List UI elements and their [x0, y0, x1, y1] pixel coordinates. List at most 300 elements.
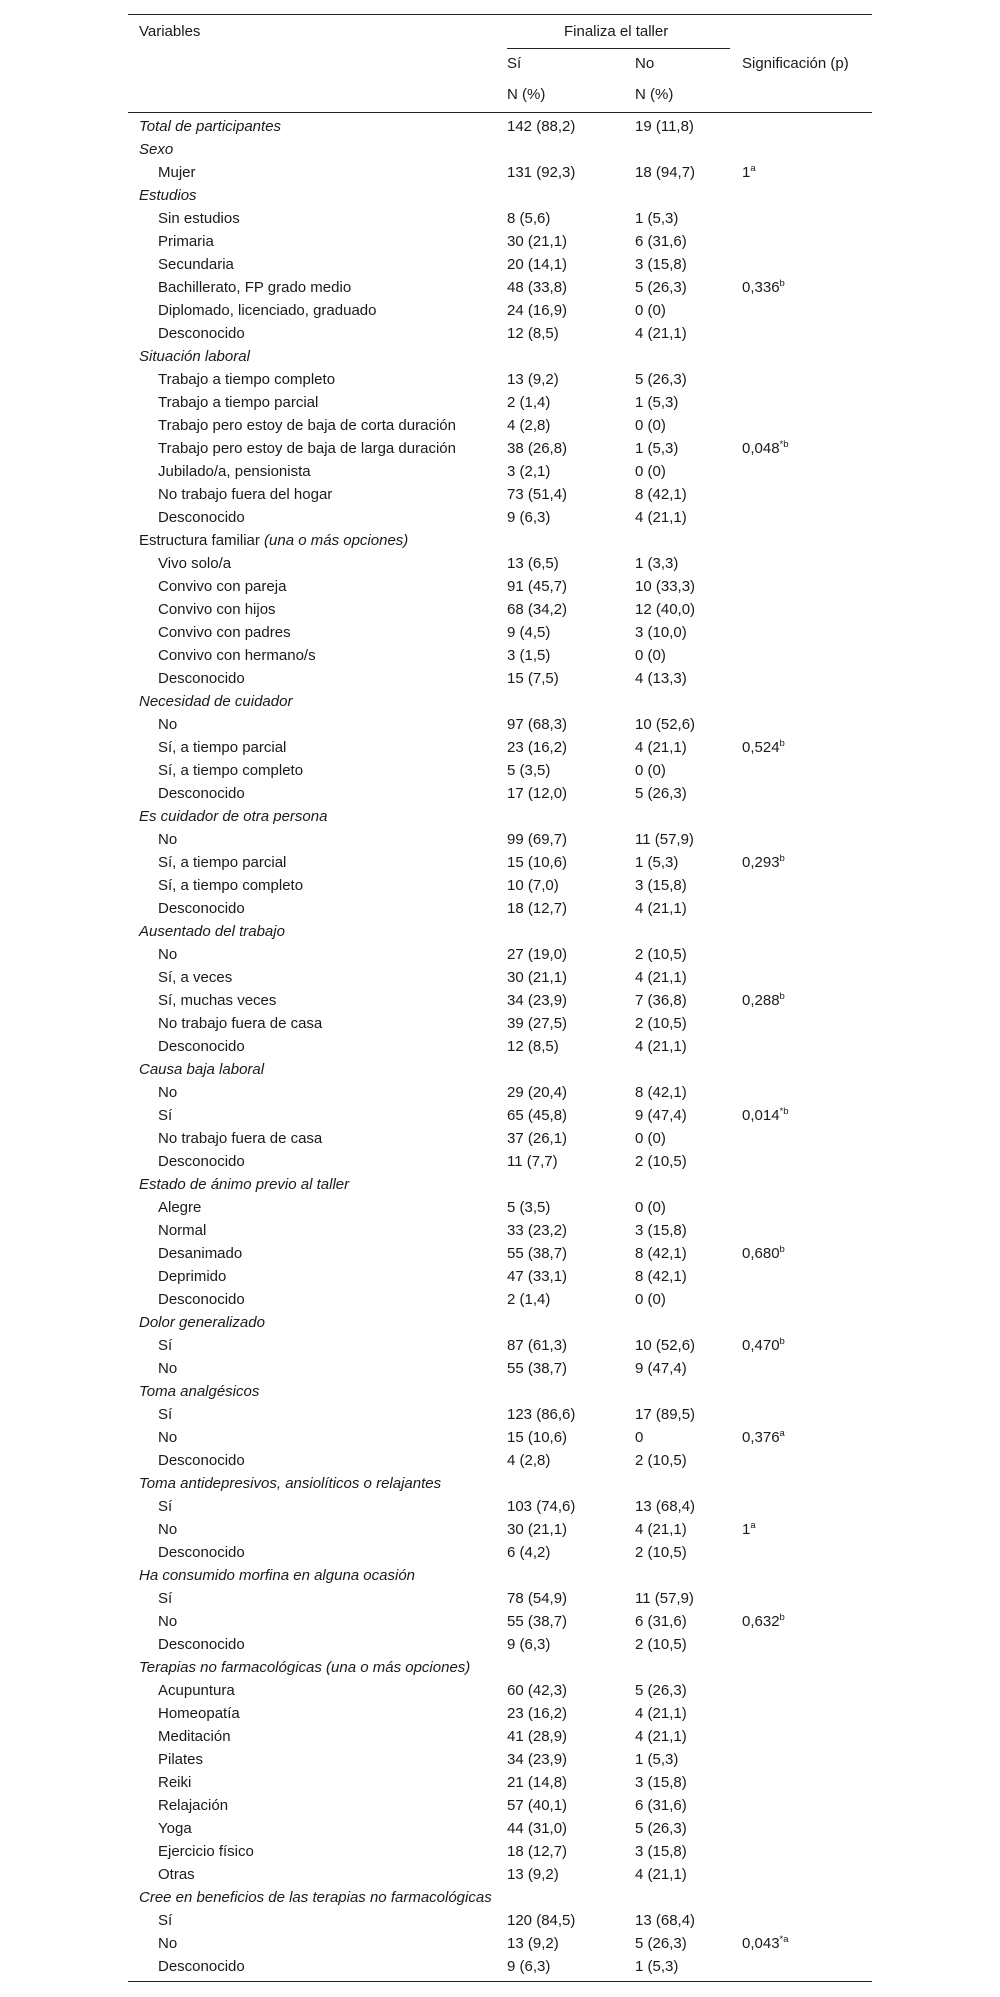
cell-si: 4 (2,8) [507, 417, 551, 434]
cell-no: 2 (10,5) [635, 1636, 687, 1653]
row-label [158, 1748, 203, 1771]
cell-no: 2 (10,5) [635, 1153, 687, 1170]
cell-si: 3 (1,5) [507, 647, 551, 664]
results-table [128, 14, 872, 1982]
table-row [128, 621, 872, 644]
cell-no: 8 (42,1) [635, 1084, 687, 1101]
cell-si: 13 (6,5) [507, 555, 559, 572]
row-label-text: Primaria [158, 233, 214, 250]
row-label-text: Diplomado, licenciado, graduado [158, 302, 377, 319]
cell-si: 48 (33,8) [507, 279, 568, 296]
row-label [158, 621, 291, 644]
cell-si: 33 (23,2) [507, 1222, 568, 1239]
cell-no: 4 (13,3) [635, 670, 687, 687]
table-row [128, 1748, 872, 1771]
row-label [158, 1771, 191, 1794]
table-row [128, 759, 872, 782]
cell-no: 0 [635, 1429, 644, 1446]
cell-si: 142 (88,2) [507, 118, 576, 135]
cell-si: 55 (38,7) [507, 1245, 568, 1262]
row-label-text: Sin estudios [158, 210, 240, 227]
row-label-text: Es cuidador de otra persona [139, 808, 328, 825]
row-label [158, 1863, 195, 1886]
cell-si: 9 (4,5) [507, 624, 551, 641]
cell-no: 6 (31,6) [635, 1613, 687, 1630]
cell-si: 11 (7,7) [507, 1153, 558, 1170]
cell-no: 8 (42,1) [635, 486, 687, 503]
row-label-text: Ejercicio físico [158, 1843, 254, 1860]
row-label [139, 529, 408, 552]
cell-si: 34 (23,9) [507, 992, 568, 1009]
cell-no: 1 (3,3) [635, 555, 679, 572]
p-footnote-marker: *a [779, 1934, 789, 1945]
row-label [158, 1081, 177, 1104]
cell-si: 65 (45,8) [507, 1107, 568, 1124]
table-row [128, 552, 872, 575]
table-row [128, 897, 872, 920]
row-label [158, 1909, 172, 1932]
table-row [128, 966, 872, 989]
header-n-pct-no: N (%) [635, 86, 674, 103]
table-row [128, 598, 872, 621]
cell-si: 18 (12,7) [507, 900, 568, 917]
row-label [139, 345, 250, 368]
p-value: 0,336 [742, 279, 780, 296]
cell-no: 10 (52,6) [635, 716, 696, 733]
row-label [158, 276, 351, 299]
cell-no: 1 (5,3) [635, 854, 679, 871]
cell-si: 27 (19,0) [507, 946, 568, 963]
cell-no: 4 (21,1) [635, 509, 687, 526]
row-label-text: Alegre [158, 1199, 202, 1216]
row-label [139, 115, 281, 138]
cell-si: 15 (10,6) [507, 854, 568, 871]
p-footnote-marker: b [779, 991, 785, 1002]
cell-si: 34 (23,9) [507, 1751, 568, 1768]
cell-no: 7 (36,8) [635, 992, 687, 1009]
cell-no: 17 (89,5) [635, 1406, 696, 1423]
row-label [158, 759, 303, 782]
row-label [158, 1242, 242, 1265]
table-row [128, 989, 872, 1012]
table-row [128, 667, 872, 690]
table-row [128, 253, 872, 276]
table-row [128, 828, 872, 851]
table-body [128, 113, 872, 1978]
cell-no: 5 (26,3) [635, 371, 687, 388]
cell-si: 97 (68,3) [507, 716, 568, 733]
cell-no: 12 (40,0) [635, 601, 696, 618]
row-label-text: Desconocido [158, 1291, 245, 1308]
cell-si: 4 (2,8) [507, 1452, 551, 1469]
cell-no: 13 (68,4) [635, 1498, 696, 1515]
cell-si: 103 (74,6) [507, 1498, 576, 1515]
row-label-text: Ha consumido morfina en alguna ocasión [139, 1567, 415, 1584]
cell-no: 3 (15,8) [635, 877, 687, 894]
cell-si: 23 (16,2) [507, 1705, 568, 1722]
row-label [158, 1104, 172, 1127]
row-label-text: Pilates [158, 1751, 204, 1768]
row-label [158, 1955, 245, 1978]
table-row [128, 1817, 872, 1840]
cell-no: 5 (26,3) [635, 1935, 687, 1952]
row-label [158, 1495, 172, 1518]
row-label [158, 1679, 235, 1702]
cell-si: 73 (51,4) [507, 486, 568, 503]
table-row [128, 851, 872, 874]
cell-si: 39 (27,5) [507, 1015, 568, 1032]
row-label [158, 322, 245, 345]
row-label-text: Convivo con padres [158, 624, 291, 641]
cell-no: 2 (10,5) [635, 1015, 687, 1032]
p-value: 0,014 [742, 1107, 780, 1124]
table-row [128, 1403, 872, 1426]
p-footnote-marker: a [779, 1428, 785, 1439]
cell-no: 19 (11,8) [635, 118, 694, 135]
cell-si: 55 (38,7) [507, 1360, 568, 1377]
row-label [158, 598, 276, 621]
cell-si: 12 (8,5) [507, 1038, 559, 1055]
table-row [128, 1035, 872, 1058]
table-group-row [128, 1173, 872, 1196]
row-label-text: Sí [158, 1107, 173, 1124]
row-label-text: Desconocido [158, 1636, 245, 1653]
row-label-text: No [158, 831, 178, 848]
p-footnote-marker: b [779, 1244, 785, 1255]
row-label-text: Yoga [158, 1820, 192, 1837]
row-label-text: Acupuntura [158, 1682, 235, 1699]
row-label-text: Desconocido [158, 785, 245, 802]
row-label-text: Situación laboral [139, 348, 250, 365]
row-label [158, 437, 456, 460]
cell-si: 47 (33,1) [507, 1268, 568, 1285]
cell-significance [742, 1104, 789, 1127]
table-row [128, 1334, 872, 1357]
row-label [158, 414, 456, 437]
table-group-row [128, 184, 872, 207]
cell-si: 60 (42,3) [507, 1682, 568, 1699]
table-row [128, 1104, 872, 1127]
row-label-text: No trabajo fuera del hogar [158, 486, 333, 503]
table-group-row [128, 1380, 872, 1403]
row-label [158, 851, 286, 874]
table-row [128, 1679, 872, 1702]
cell-si: 13 (9,2) [507, 1866, 559, 1883]
cell-no: 18 (94,7) [635, 164, 696, 181]
cell-no: 3 (15,8) [635, 1222, 687, 1239]
cell-si: 3 (2,1) [507, 463, 551, 480]
cell-si: 9 (6,3) [507, 1958, 551, 1975]
table-row [128, 230, 872, 253]
cell-no: 13 (68,4) [635, 1912, 696, 1929]
cell-no: 1 (5,3) [635, 1958, 679, 1975]
row-label-text: Mujer [158, 164, 196, 181]
row-label-text: Deprimido [158, 1268, 227, 1285]
table-row [128, 1518, 872, 1541]
cell-no: 0 (0) [635, 302, 666, 319]
row-label [139, 1173, 349, 1196]
table-row [128, 1840, 872, 1863]
cell-no: 4 (21,1) [635, 1038, 687, 1055]
cell-no: 9 (47,4) [635, 1360, 687, 1377]
table-row [128, 1863, 872, 1886]
row-label-text: Normal [158, 1222, 207, 1239]
table-group-row [128, 1311, 872, 1334]
table-row [128, 1219, 872, 1242]
row-label-text: Necesidad de cuidador [139, 693, 293, 710]
row-label-text: Desconocido [158, 1153, 245, 1170]
table-row [128, 1725, 872, 1748]
table-row [128, 506, 872, 529]
row-label [139, 138, 173, 161]
cell-no: 5 (26,3) [635, 1820, 687, 1837]
table-row [128, 1426, 872, 1449]
p-footnote-marker: *b [779, 1106, 789, 1117]
row-label-text: Total de participantes [139, 118, 282, 135]
cell-significance [742, 1334, 785, 1357]
cell-si: 2 (1,4) [507, 394, 551, 411]
cell-no: 4 (21,1) [635, 325, 687, 342]
row-label [158, 253, 234, 276]
row-label-text: Toma antidepresivos, ansiolíticos o relajantes [139, 1475, 442, 1492]
cell-si: 87 (61,3) [507, 1337, 568, 1354]
cell-significance [742, 1932, 789, 1955]
cell-si: 29 (20,4) [507, 1084, 568, 1101]
cell-no: 0 (0) [635, 1199, 666, 1216]
cell-si: 9 (6,3) [507, 1636, 551, 1653]
cell-no: 5 (26,3) [635, 785, 687, 802]
row-label [158, 989, 276, 1012]
row-label [158, 736, 286, 759]
table-row [128, 1702, 872, 1725]
row-label [158, 1794, 228, 1817]
table-group-row [128, 1472, 872, 1495]
row-label-text: Sí, a tiempo parcial [158, 854, 287, 871]
row-label-text: Jubilado/a, pensionista [158, 463, 311, 480]
cell-no: 1 (5,3) [635, 440, 679, 457]
row-label-text: Sí, a tiempo completo [158, 762, 304, 779]
cell-si: 44 (31,0) [507, 1820, 568, 1837]
cell-significance [742, 851, 785, 874]
row-label-text: Sí [158, 1337, 173, 1354]
cell-significance [742, 437, 789, 460]
cell-si: 68 (34,2) [507, 601, 568, 618]
row-label-text: Toma analgésicos [139, 1383, 260, 1400]
row-label [158, 782, 245, 805]
row-label [158, 1610, 177, 1633]
cell-si: 18 (12,7) [507, 1843, 568, 1860]
header-n-pct-si: N (%) [507, 86, 546, 103]
row-label [158, 943, 177, 966]
row-label-text: Vivo solo/a [158, 555, 232, 572]
p-value: 0,293 [742, 854, 780, 871]
cell-no: 0 (0) [635, 1130, 666, 1147]
row-label [139, 805, 327, 828]
cell-significance [742, 1518, 756, 1541]
cell-no: 2 (10,5) [635, 1452, 687, 1469]
row-label [139, 1564, 415, 1587]
row-label-text: Trabajo a tiempo completo [158, 371, 336, 388]
row-label-note: (una o más opciones) [264, 532, 409, 549]
row-label [158, 1840, 254, 1863]
table-row [128, 276, 872, 299]
cell-no: 9 (47,4) [635, 1107, 687, 1124]
cell-no: 0 (0) [635, 647, 666, 664]
table-group-row [128, 1656, 872, 1679]
header-no: No [635, 55, 655, 72]
row-label-text: No [158, 1935, 178, 1952]
row-label-text: Convivo con hermano/s [158, 647, 316, 664]
table-row [128, 483, 872, 506]
cell-si: 38 (26,8) [507, 440, 568, 457]
table-group-row [128, 1564, 872, 1587]
table-row [128, 299, 872, 322]
cell-significance [742, 989, 785, 1012]
cell-no: 0 (0) [635, 463, 666, 480]
p-value: 0,470 [742, 1337, 780, 1354]
row-label [139, 184, 197, 207]
p-value: 0,043 [742, 1935, 780, 1952]
row-label [158, 644, 316, 667]
cell-si: 30 (21,1) [507, 1521, 568, 1538]
row-label-text: Terapias no farmacológicas (una o más opciones) [139, 1659, 471, 1676]
row-label-text: Estudios [139, 187, 197, 204]
row-label [158, 161, 196, 184]
row-label [158, 1150, 245, 1173]
row-label [158, 460, 311, 483]
row-label-text: Dolor generalizado [139, 1314, 265, 1331]
p-footnote-marker: b [779, 1336, 785, 1347]
table-row [128, 1932, 872, 1955]
row-label-text: Relajación [158, 1797, 229, 1814]
row-label [158, 1449, 245, 1472]
row-label [139, 1311, 265, 1334]
row-label-text: Secundaria [158, 256, 234, 273]
table-row [128, 1909, 872, 1932]
cell-no: 10 (52,6) [635, 1337, 696, 1354]
table-row [128, 1771, 872, 1794]
cell-no: 4 (21,1) [635, 969, 687, 986]
cell-si: 12 (8,5) [507, 325, 559, 342]
cell-si: 91 (45,7) [507, 578, 568, 595]
row-label [139, 690, 292, 713]
row-label [158, 1426, 177, 1449]
row-label-text: Sí, a tiempo parcial [158, 739, 287, 756]
row-label-text: Sí [158, 1498, 173, 1515]
cell-no: 11 (57,9) [635, 1590, 694, 1607]
cell-significance [742, 161, 756, 184]
cell-si: 13 (9,2) [507, 1935, 559, 1952]
table-group-row [128, 1886, 872, 1909]
row-label [158, 1403, 172, 1426]
row-label [158, 506, 245, 529]
table-row [128, 713, 872, 736]
row-label-text: No trabajo fuera de casa [158, 1130, 323, 1147]
row-label [158, 1817, 192, 1840]
p-footnote-marker: a [750, 1520, 756, 1531]
table-row [128, 1242, 872, 1265]
row-label [158, 483, 332, 506]
cell-no: 6 (31,6) [635, 233, 687, 250]
row-label-text: Convivo con pareja [158, 578, 287, 595]
cell-no: 4 (21,1) [635, 900, 687, 917]
row-label-text: Sí, a veces [158, 969, 233, 986]
row-label [158, 667, 245, 690]
cell-no: 4 (21,1) [635, 1705, 687, 1722]
cell-no: 10 (33,3) [635, 578, 696, 595]
p-footnote-marker: b [779, 278, 785, 289]
cell-si: 30 (21,1) [507, 969, 568, 986]
row-label [139, 1380, 259, 1403]
cell-si: 15 (10,6) [507, 1429, 568, 1446]
header-significance: Significación (p) [742, 55, 849, 72]
table-group-row [128, 690, 872, 713]
cell-no: 8 (42,1) [635, 1245, 687, 1262]
table-row [128, 1587, 872, 1610]
row-label [158, 575, 286, 598]
header-group-rule [507, 48, 730, 49]
table-row [128, 874, 872, 897]
row-label [158, 828, 177, 851]
cell-significance [742, 276, 785, 299]
table-row [128, 1495, 872, 1518]
row-label-text: Desconocido [158, 900, 245, 917]
table-row [128, 1541, 872, 1564]
row-label [158, 874, 303, 897]
table-row [128, 736, 872, 759]
table-row [128, 1127, 872, 1150]
table-header [128, 14, 872, 113]
cell-no: 5 (26,3) [635, 1682, 687, 1699]
cell-no: 3 (10,0) [635, 624, 687, 641]
table-group-row [128, 115, 872, 138]
table-group-row [128, 138, 872, 161]
cell-si: 5 (3,5) [507, 762, 551, 779]
row-label [158, 1219, 206, 1242]
table-group-row [128, 805, 872, 828]
header-variables: Variables [139, 23, 201, 40]
p-footnote-marker: *b [779, 439, 789, 450]
table-row [128, 1449, 872, 1472]
row-label [158, 1265, 226, 1288]
row-label-text: Convivo con hijos [158, 601, 276, 618]
row-label [158, 1587, 172, 1610]
row-label-text: No [158, 1429, 178, 1446]
table-group-row [128, 920, 872, 943]
table-row [128, 782, 872, 805]
p-value: 0,680 [742, 1245, 780, 1262]
table-row [128, 1633, 872, 1656]
cell-no: 6 (31,6) [635, 1797, 687, 1814]
row-label-text: No [158, 1521, 178, 1538]
cell-no: 8 (42,1) [635, 1268, 687, 1285]
table-row [128, 1794, 872, 1817]
table-row [128, 161, 872, 184]
cell-si: 120 (84,5) [507, 1912, 576, 1929]
row-label [158, 1702, 240, 1725]
cell-si: 30 (21,1) [507, 233, 568, 250]
p-footnote-marker: b [779, 853, 785, 864]
table-row [128, 207, 872, 230]
row-label-text: Causa baja laboral [139, 1061, 265, 1078]
row-label-text: Estructura familiar [139, 532, 265, 549]
cell-si: 15 (7,5) [507, 670, 559, 687]
table-group-row [128, 1058, 872, 1081]
cell-si: 5 (3,5) [507, 1199, 551, 1216]
row-label [158, 1334, 172, 1357]
cell-no: 4 (21,1) [635, 1866, 687, 1883]
row-label-text: Desconocido [158, 1958, 245, 1975]
